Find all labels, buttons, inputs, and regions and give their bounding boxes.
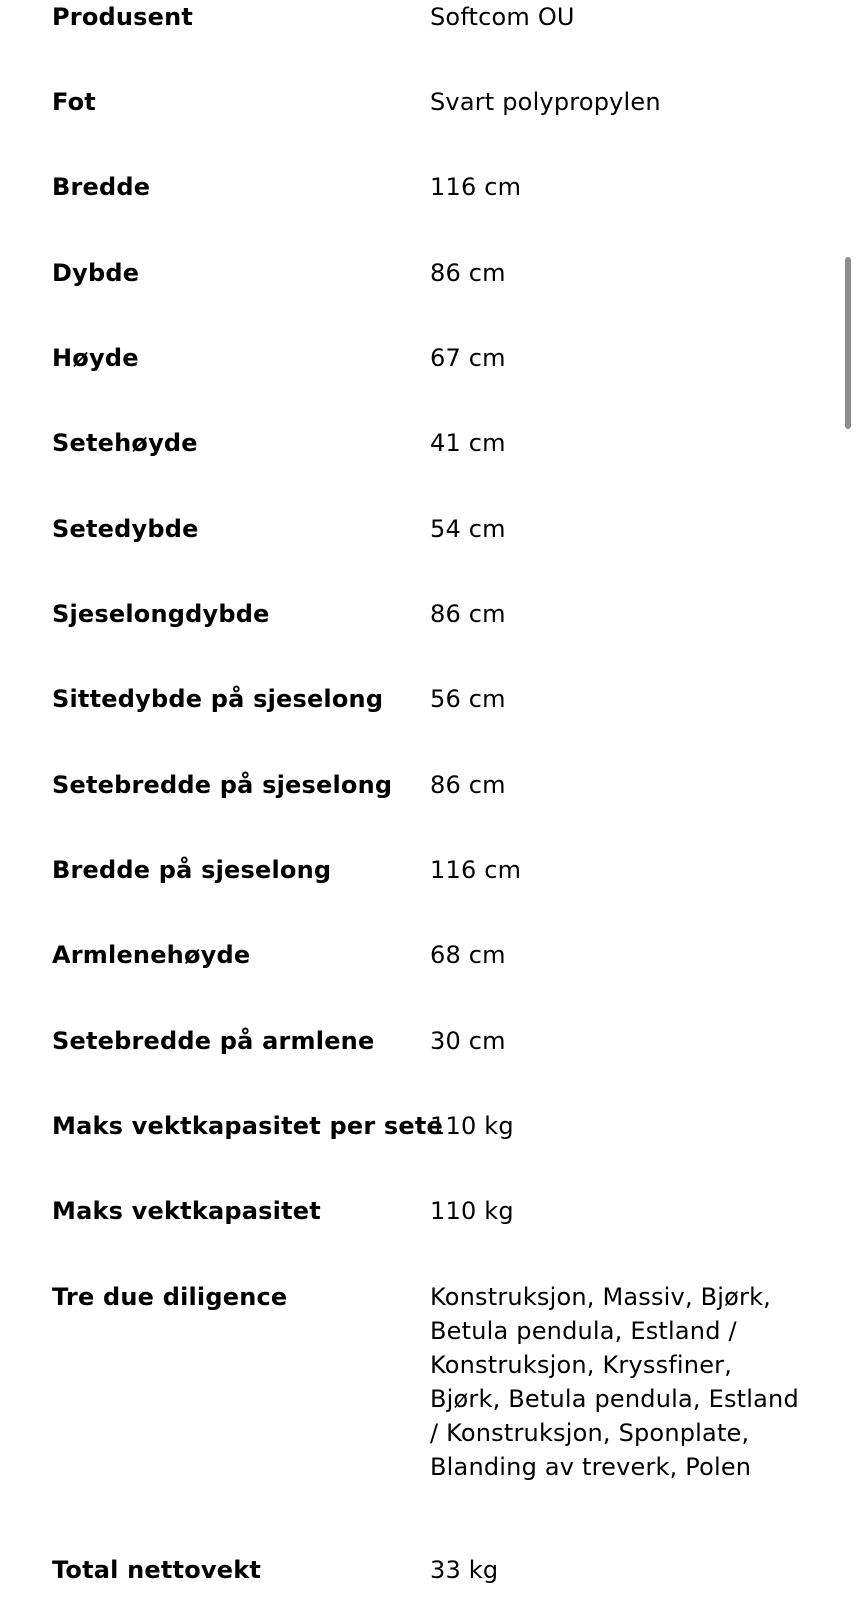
spec-value: 56 cm <box>430 685 506 713</box>
spec-label: Fot <box>52 88 96 116</box>
spec-label: Setebredde på sjeselong <box>52 771 393 799</box>
spec-label: Produsent <box>52 3 194 31</box>
spec-value: 41 cm <box>430 429 506 457</box>
spec-value: 110 kg <box>430 1112 514 1140</box>
spec-value: 86 cm <box>430 259 506 287</box>
spec-value: 68 cm <box>430 941 506 969</box>
spec-value: 86 cm <box>430 600 506 628</box>
spec-value: 30 cm <box>430 1027 506 1055</box>
spec-value: Svart polypropylen <box>430 88 661 116</box>
spec-value: 86 cm <box>430 771 506 799</box>
spec-value: 116 cm <box>430 173 522 201</box>
spec-value: 110 kg <box>430 1197 514 1225</box>
spec-label: Setedybde <box>52 515 199 543</box>
spec-value: Softcom OU <box>430 3 575 31</box>
spec-value: Konstruksjon, Massiv, Bjørk, Betula pendula, Estland / Konstruksjon, Kryssfiner, Bjørk, Betula pendula, Estland / Konstruksjon, Sponplate, Blanding av treverk, Polen <box>430 1283 799 1481</box>
spec-label: Maks vektkapasitet <box>52 1197 321 1225</box>
spec-label: Setehøyde <box>52 429 198 457</box>
spec-label: Setebredde på armlene <box>52 1027 375 1055</box>
spec-value: 33 kg <box>430 1556 499 1584</box>
spec-value: 116 cm <box>430 856 522 884</box>
spec-label: Bredde <box>52 173 151 201</box>
spec-label: Høyde <box>52 344 139 372</box>
scrollbar-thumb[interactable] <box>845 257 851 429</box>
spec-label: Armlenehøyde <box>52 941 251 969</box>
spec-label: Bredde på sjeselong <box>52 856 332 884</box>
spec-label: Total nettovekt <box>52 1556 262 1584</box>
spec-label: Maks vektkapasitet per sete <box>52 1112 444 1140</box>
spec-label: Sjeselongdybde <box>52 600 270 628</box>
spec-label: Dybde <box>52 259 140 287</box>
spec-value: 54 cm <box>430 515 506 543</box>
spec-value: 67 cm <box>430 344 506 372</box>
spec-label: Tre due diligence <box>52 1283 288 1311</box>
spec-label: Sittedybde på sjeselong <box>52 685 384 713</box>
